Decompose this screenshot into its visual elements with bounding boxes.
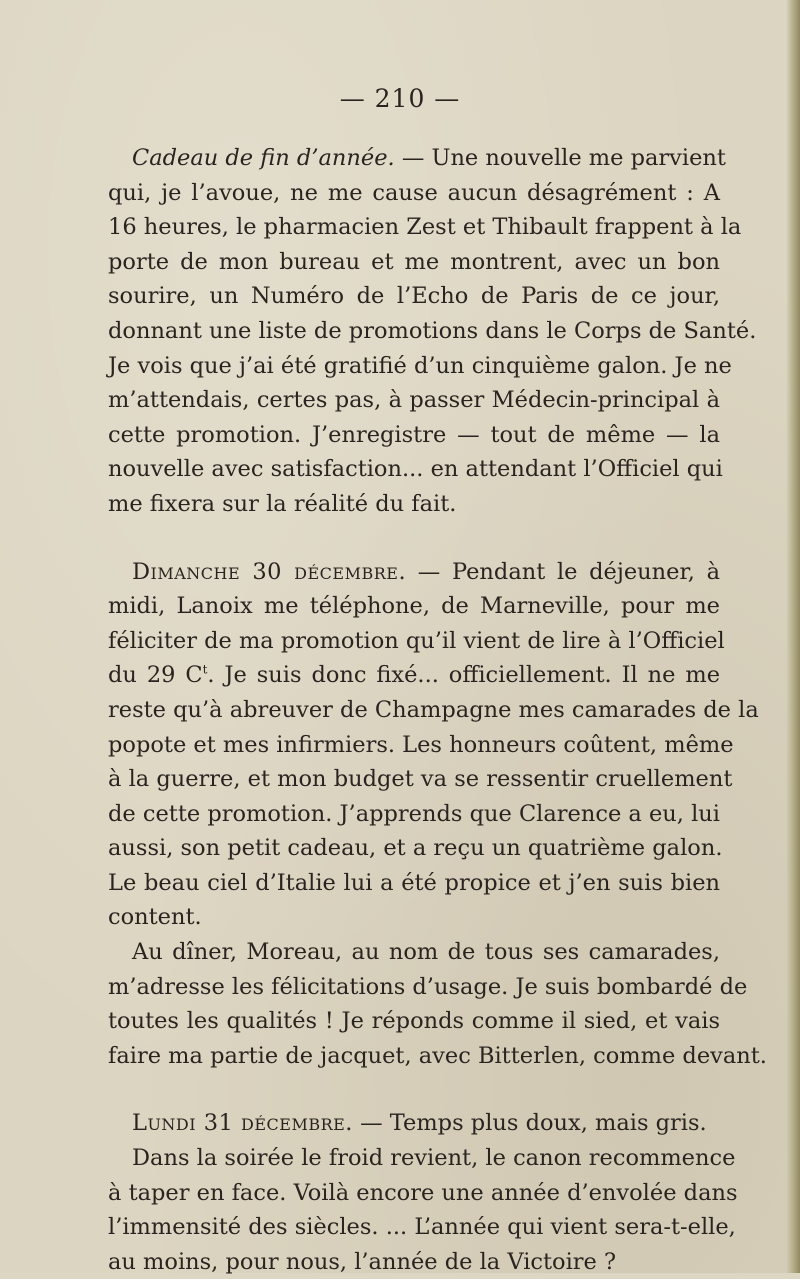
text-line: nouvelle avec satisfaction... en attendant l’Officiel qui: [108, 456, 723, 483]
text-line: m’attendais, certes pas, à passer Médecin-principal à: [108, 387, 720, 414]
body-text: [108, 141, 767, 1279]
text-line: popote et mes infirmiers. Les honneurs coûtent, même: [108, 731, 734, 758]
text-line: cette promotion. J’enregistre — tout de même — la: [108, 421, 720, 448]
text-line: féliciter de ma promotion qu’il vient de lire à l’Officiel: [108, 627, 725, 654]
entry-heading: Dimanche 30 décembre.: [132, 558, 407, 585]
text-line: faire ma partie de jacquet, avec Bitterlen, comme devant.: [108, 1042, 767, 1069]
text-line: content.: [108, 904, 202, 931]
text-line: Cadeau de fin d’année. — Une nouvelle me parvient: [132, 145, 726, 171]
entry-heading: Cadeau de fin d’année.: [132, 145, 395, 171]
text-line: sourire, un Numéro de l’Echo de Paris de ce jour,: [108, 283, 720, 310]
text-line: midi, Lanoix me téléphone, de Marneville, pour me: [108, 593, 720, 620]
text-line: Au dîner, Moreau, au nom de tous ses camarades,: [132, 939, 720, 966]
text-line: du 29 $C^t$. Je suis donc fixé... officiellement. Il ne me: [108, 662, 721, 689]
text-line: me fixera sur la réalité du fait.: [108, 490, 457, 517]
entry-heading: Lundi 31 décembre.: [132, 1110, 353, 1137]
text-line: Je vois que j’ai été gratifié d’un cinquième galon. Je ne: [108, 352, 732, 379]
paragraph-gap: [108, 1073, 720, 1106]
text-line: à taper en face. Voilà encore une année d’envolée dans: [108, 1179, 738, 1206]
text-line: Dans la soirée le froid revient, le canon recommence: [132, 1145, 736, 1172]
text-line: toutes les qualités ! Je réponds comme il sied, et vais: [108, 1008, 720, 1035]
text-line: à la guerre, et mon budget va se ressentir cruellement: [108, 766, 733, 793]
text-line: l’immensité des siècles. ... L’année qui vient sera-t-elle,: [108, 1214, 736, 1241]
page-edge: [786, 0, 800, 1273]
text-line: porte de mon bureau et me montrent, avec un bon: [108, 248, 720, 275]
text-line: de cette promotion. J’apprends que Clarence a eu, lui: [108, 800, 720, 827]
text-line: m’adresse les félicitations d’usage. Je suis bombardé de: [108, 973, 748, 1000]
text-line: qui, je l’avoue, ne me cause aucun désagrément : A: [108, 179, 720, 206]
text-line: au moins, pour nous, l’année de la Victoire ?: [108, 1248, 617, 1275]
paragraph-gap: [108, 522, 720, 555]
page-number: — 210 —: [339, 84, 461, 113]
text-line: Dimanche 30 décembre. — Pendant le déjeuner, à: [132, 558, 720, 585]
text-line: Le beau ciel d’Italie lui a été propice et j’en suis bien: [108, 869, 720, 896]
text-line: reste qu’à abreuver de Champagne mes camarades de la: [108, 696, 759, 723]
text-line: donnant une liste de promotions dans le Corps de Santé.: [108, 317, 757, 344]
text-line: Lundi 31 décembre. — Temps plus doux, mais gris.: [132, 1110, 707, 1137]
text-line: 16 heures, le pharmacien Zest et Thibault frappent à la: [108, 214, 742, 241]
text-line: aussi, son petit cadeau, et a reçu un quatrième galon.: [108, 835, 723, 862]
